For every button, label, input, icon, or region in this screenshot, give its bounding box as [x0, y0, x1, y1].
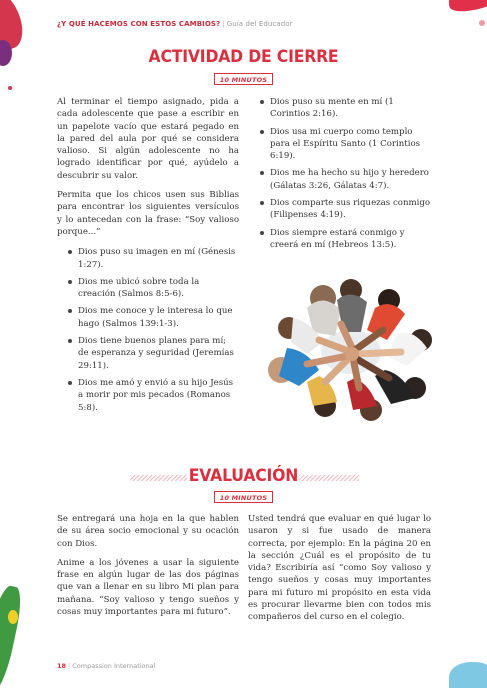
- running-header-guide: Guía del Educador: [226, 20, 293, 28]
- evaluation-title: EVALUACIÓN: [188, 466, 299, 486]
- verse-list-item: Dios comparte sus riquezas conmigo (Filipenses 4:19).: [259, 197, 434, 222]
- closing-right-column: [259, 96, 434, 256]
- closing-duration-badge: 10 MINUTOS: [214, 73, 273, 85]
- teens-joining-hands-photo: [263, 278, 439, 426]
- verse-list-item: Dios tiene buenos planes para mí; de esperanza y seguridad (Jeremías 29:11).: [67, 335, 239, 372]
- evaluation-paragraph-1: Se entregará una hoja en la que hablen de su área socio emocional y su ocación con Dios.: [57, 514, 239, 549]
- verse-list-item: Dios siempre estará conmigo y creerá en mí (Hebreos 13:5).: [259, 227, 434, 252]
- verse-list-item: Dios me amó y envió a su hijo Jesús a morir por mis pecados (Romanos 5:8).: [67, 377, 239, 414]
- evaluation-paragraph-2: Anime a los jóvenes a usar la siguiente frase en algún lugar de las dos páginas que van a llenar en su libro Mi plan para mañana. “Soy valioso y tengo sueños y cosas muy importantes para mi futuro”.: [57, 557, 239, 618]
- evaluation-duration-badge: 10 MINUTOS: [214, 491, 273, 503]
- verse-list-item: Dios me ubicó sobre toda la creación (Salmos 8:5-6).: [67, 276, 239, 301]
- paint-splash-decoration: [479, 20, 485, 26]
- verse-list-item: Dios puso su mente en mí (1 Corintios 2:16).: [259, 96, 434, 121]
- closing-activity-title: ACTIVIDAD DE CIERRE: [148, 47, 339, 67]
- paint-splash-decoration: [449, 2, 459, 8]
- closing-verse-list-left: [67, 246, 239, 414]
- closing-paragraph-2: Permita que los chicos usen sus Biblias para encontrar los siguientes versículos y lo antecedan con la frase: “Soy valioso porque...”: [57, 190, 239, 237]
- footer-organization: Compassion International: [72, 662, 156, 670]
- closing-paragraph-1: Al terminar el tiempo asignado, pida a cada adolescente que pase a escribir en un papelote vacío que estará pegado en la pared del aula por qué se considera valioso. Si algún adolescente no ha logrado identificar por qué, ayúdelo a descubrir su valor.: [57, 97, 239, 181]
- evaluation-right-column: [248, 513, 431, 631]
- evaluation-left-column: [57, 513, 239, 625]
- hatch-decoration-right: [299, 475, 359, 481]
- running-header: [57, 20, 293, 28]
- closing-verse-list-right: [259, 96, 434, 251]
- closing-left-column: [57, 96, 239, 419]
- footer-separator: |: [68, 662, 71, 670]
- running-header-separator: |: [222, 20, 225, 28]
- paint-splash-decoration: [449, 662, 487, 688]
- running-header-section: ¿Y QUÉ HACEMOS CON ESTOS CAMBIOS?: [57, 20, 221, 28]
- page-number: 18: [57, 662, 67, 670]
- evaluation-paragraph-3: Usted tendrá que evaluar en qué lugar lo usaron y si fue usado de manera correcta, por ejemplo: En la página 20 en la sección ¿Cuál es el propósito de tu vida? Escribiría así “como Soy valioso y tengo sueños y cosas muy importantes para mi futuro mi propósito en esta vida es procurar llevarme bien con todos mis compañeros del curso en el colegio.: [248, 514, 431, 623]
- verse-list-item: Dios usa mi cuerpo como templo para el Espíritu Santo (1 Corintios 6:19).: [259, 126, 434, 163]
- verse-list-item: Dios me ha hecho su hijo y heredero (Gálatas 3:26, Gálatas 4:7).: [259, 167, 434, 192]
- paint-splash-decoration: [8, 86, 12, 90]
- page-footer: [57, 662, 155, 670]
- paint-splash-decoration: [0, 583, 25, 688]
- verse-list-item: Dios puso su imagen en mí (Génesis 1:27).: [67, 246, 239, 271]
- verse-list-item: Dios me conoce y le interesa lo que hago (Salmos 139:1-3).: [67, 305, 239, 330]
- paint-splash-decoration: [8, 610, 18, 624]
